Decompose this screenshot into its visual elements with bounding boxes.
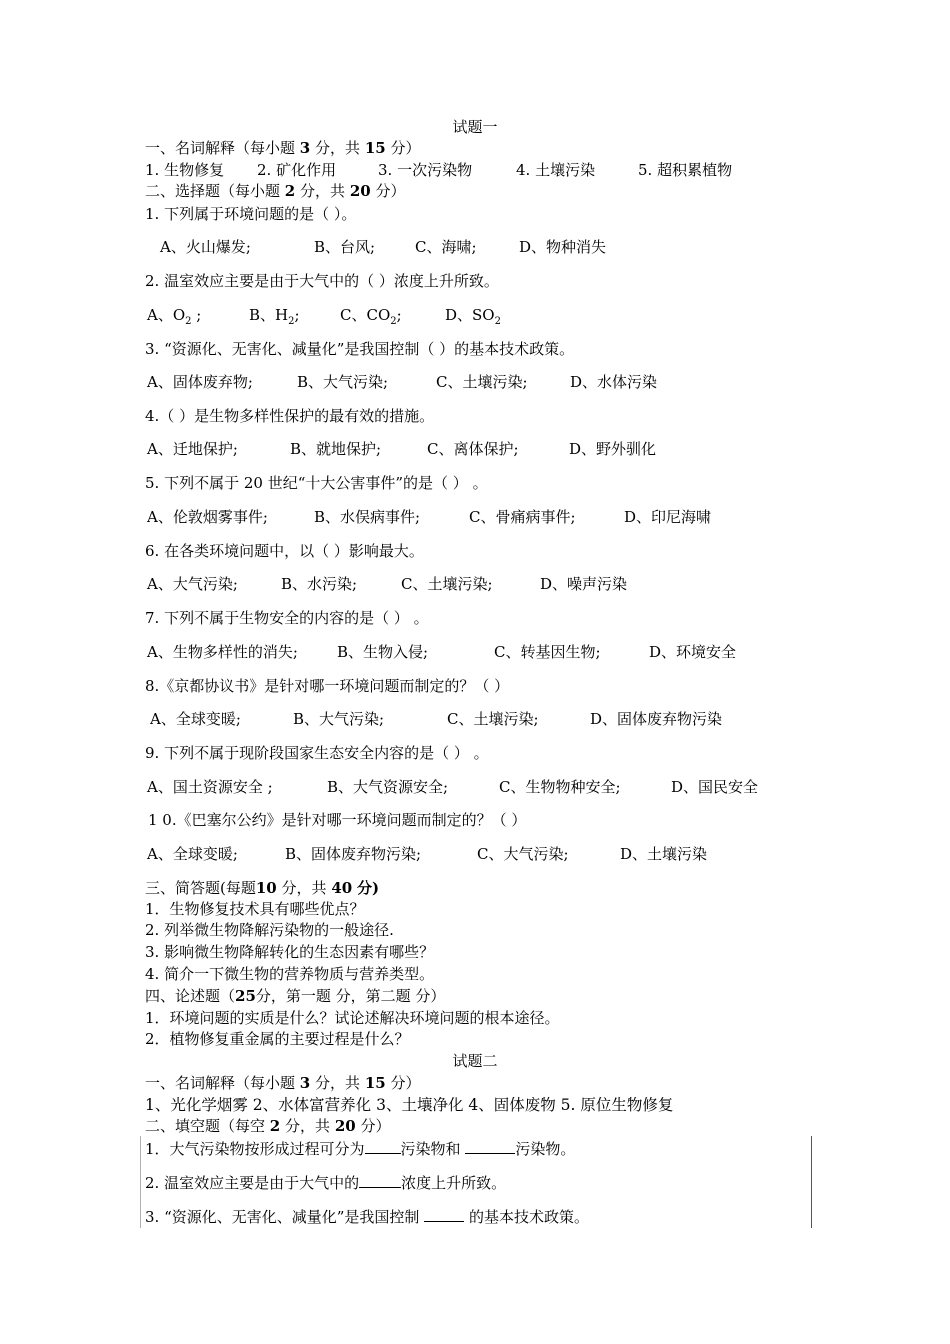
term: 1. 生物修复 [145,161,225,179]
option-c: C、生物物种安全; [499,778,621,796]
option-c: C、转基因生物; [494,643,601,661]
short-answer-1: 1．生物修复技术具有哪些优点？ [145,900,365,918]
option-d: D、土壤污染 [620,845,708,863]
option-b: B、生物入侵; [337,643,429,661]
question-3: 3. “资源化、无害化、减量化”是我国控制（ ）的基本技术政策。 [145,340,575,358]
short-answer-2: 2. 列举微生物降解污染物的一般途径. [145,921,394,939]
option-b: B、$H_2$; [249,306,300,327]
option-d: D、噪声污染 [540,575,628,593]
fill-blank-1: 1．大气污染物按形成过程可分为 污染物和 污染物。 [145,1140,576,1158]
option-c: C、离体保护; [427,440,519,458]
option-b: B、就地保护; [290,440,382,458]
option-d: D、$SO_2$ [445,306,501,327]
question-8: 8.《京都协议书》是针对哪一环境问题而制定的？（ ） [145,677,510,695]
option-a: A、全球变暖; [150,710,241,728]
question-1: 1. 下列属于环境问题的是（ ）。 [145,205,357,223]
option-b: B、水俣病事件; [314,508,421,526]
option-a: A、伦敦烟雾事件; [147,508,268,526]
option-d: D、水体污染 [570,373,658,391]
term: 5. 超积累植物 [638,161,733,179]
essay-1: 1．环境问题的实质是什么？试论述解决环境问题的根本途径。 [145,1009,560,1027]
exam2-title: 试题二 [452,1052,498,1070]
term: 3. 一次污染物 [378,161,473,179]
option-c: C、骨痛病事件; [469,508,576,526]
blank-line[interactable] [365,1139,401,1154]
term: 2. 矿化作用 [257,161,337,179]
option-d: D、野外驯化 [569,440,657,458]
option-c: C、土壤污染; [436,373,528,391]
option-a: A、$O_2$ ; [147,306,202,327]
option-b: B、水污染; [281,575,358,593]
short-answer-3: 3. 影响微生物降解转化的生态因素有哪些？ [145,943,435,961]
question-7: 7. 下列不属于生物安全的内容的是（ ） 。 [145,609,429,627]
term: 4. 土壤污染 [516,161,596,179]
exam2-terms: 1、光化学烟雾 2、水体富营养化 3、土壤净化 4、固体废物 5. 原位生物修复 [145,1096,674,1114]
question-10: 1 0.《巴塞尔公约》是针对哪一环境问题而制定的？（ ） [148,811,527,829]
short-answer-4: 4. 简介一下微生物的营养物质与营养类型。 [145,965,435,983]
option-c: C、$CO_2$; [340,306,402,327]
blank-line[interactable] [359,1173,401,1188]
option-c: C、土壤污染; [447,710,539,728]
question-2: 2. 温室效应主要是由于大气中的（ ）浓度上升所致。 [145,272,499,290]
question-9: 9. 下列不属于现阶段国家生态安全内容的是（ ） 。 [145,744,489,762]
option-d: D、国民安全 [671,778,759,796]
exam1-sec3-heading: 三、简答题(每题10 分，共 40 分) [145,879,380,897]
question-5: 5. 下列不属于 20 世纪“十大公害事件”的是（ ） 。 [145,474,488,492]
option-a: A、大气污染; [147,575,238,593]
option-d: D、环境安全 [649,643,737,661]
option-b: B、大气污染; [293,710,385,728]
fill-blank-3: 3. “资源化、无害化、减量化”是我国控制 的基本技术政策。 [145,1208,589,1226]
option-a: A、固体废弃物; [147,373,253,391]
blank-line[interactable] [465,1139,515,1154]
option-c: C、土壤污染; [401,575,493,593]
option-a: A、全球变暖; [147,845,238,863]
exam1-title: 试题一 [452,118,498,136]
exam1-sec2-heading: 二、选择题（每小题 2 分，共 20 分） [145,182,406,200]
exam2-sec1-heading: 一、名词解释（每小题 3 分，共 15 分） [145,1074,421,1092]
option-b: B、大气资源安全; [327,778,449,796]
blank-line[interactable] [424,1207,464,1222]
option-b: B、固体废弃物污染; [285,845,422,863]
option-d: D、物种消失 [519,238,607,256]
option-c: C、大气污染; [477,845,569,863]
exam2-sec2-heading: 二、填空题（每空 2 分，共 20 分） [145,1117,391,1135]
exam1-sec1-heading: 一、名词解释（每小题 3 分，共 15 分） [145,139,421,157]
option-c: C、海啸; [415,238,477,256]
question-6: 6. 在各类环境问题中，以（ ）影响最大。 [145,542,424,560]
option-b: B、大气污染; [297,373,389,391]
exam1-sec4-heading: 四、论述题（25分，第一题 分，第二题 分） [145,987,446,1005]
fill-blank-2: 2. 温室效应主要是由于大气中的 浓度上升所致。 [145,1174,507,1192]
essay-2: 2．植物修复重金属的主要过程是什么？ [145,1030,410,1048]
option-d: D、固体废弃物污染 [590,710,723,728]
option-a: A、国土资源安全 ; [147,778,273,796]
option-a: A、火山爆发; [160,238,251,256]
option-b: B、台风; [314,238,376,256]
question-4: 4.（ ）是生物多样性保护的最有效的措施。 [145,407,435,425]
option-a: A、迁地保护; [147,440,238,458]
option-d: D、印尼海啸 [624,508,712,526]
option-a: A、生物多样性的消失; [147,643,298,661]
